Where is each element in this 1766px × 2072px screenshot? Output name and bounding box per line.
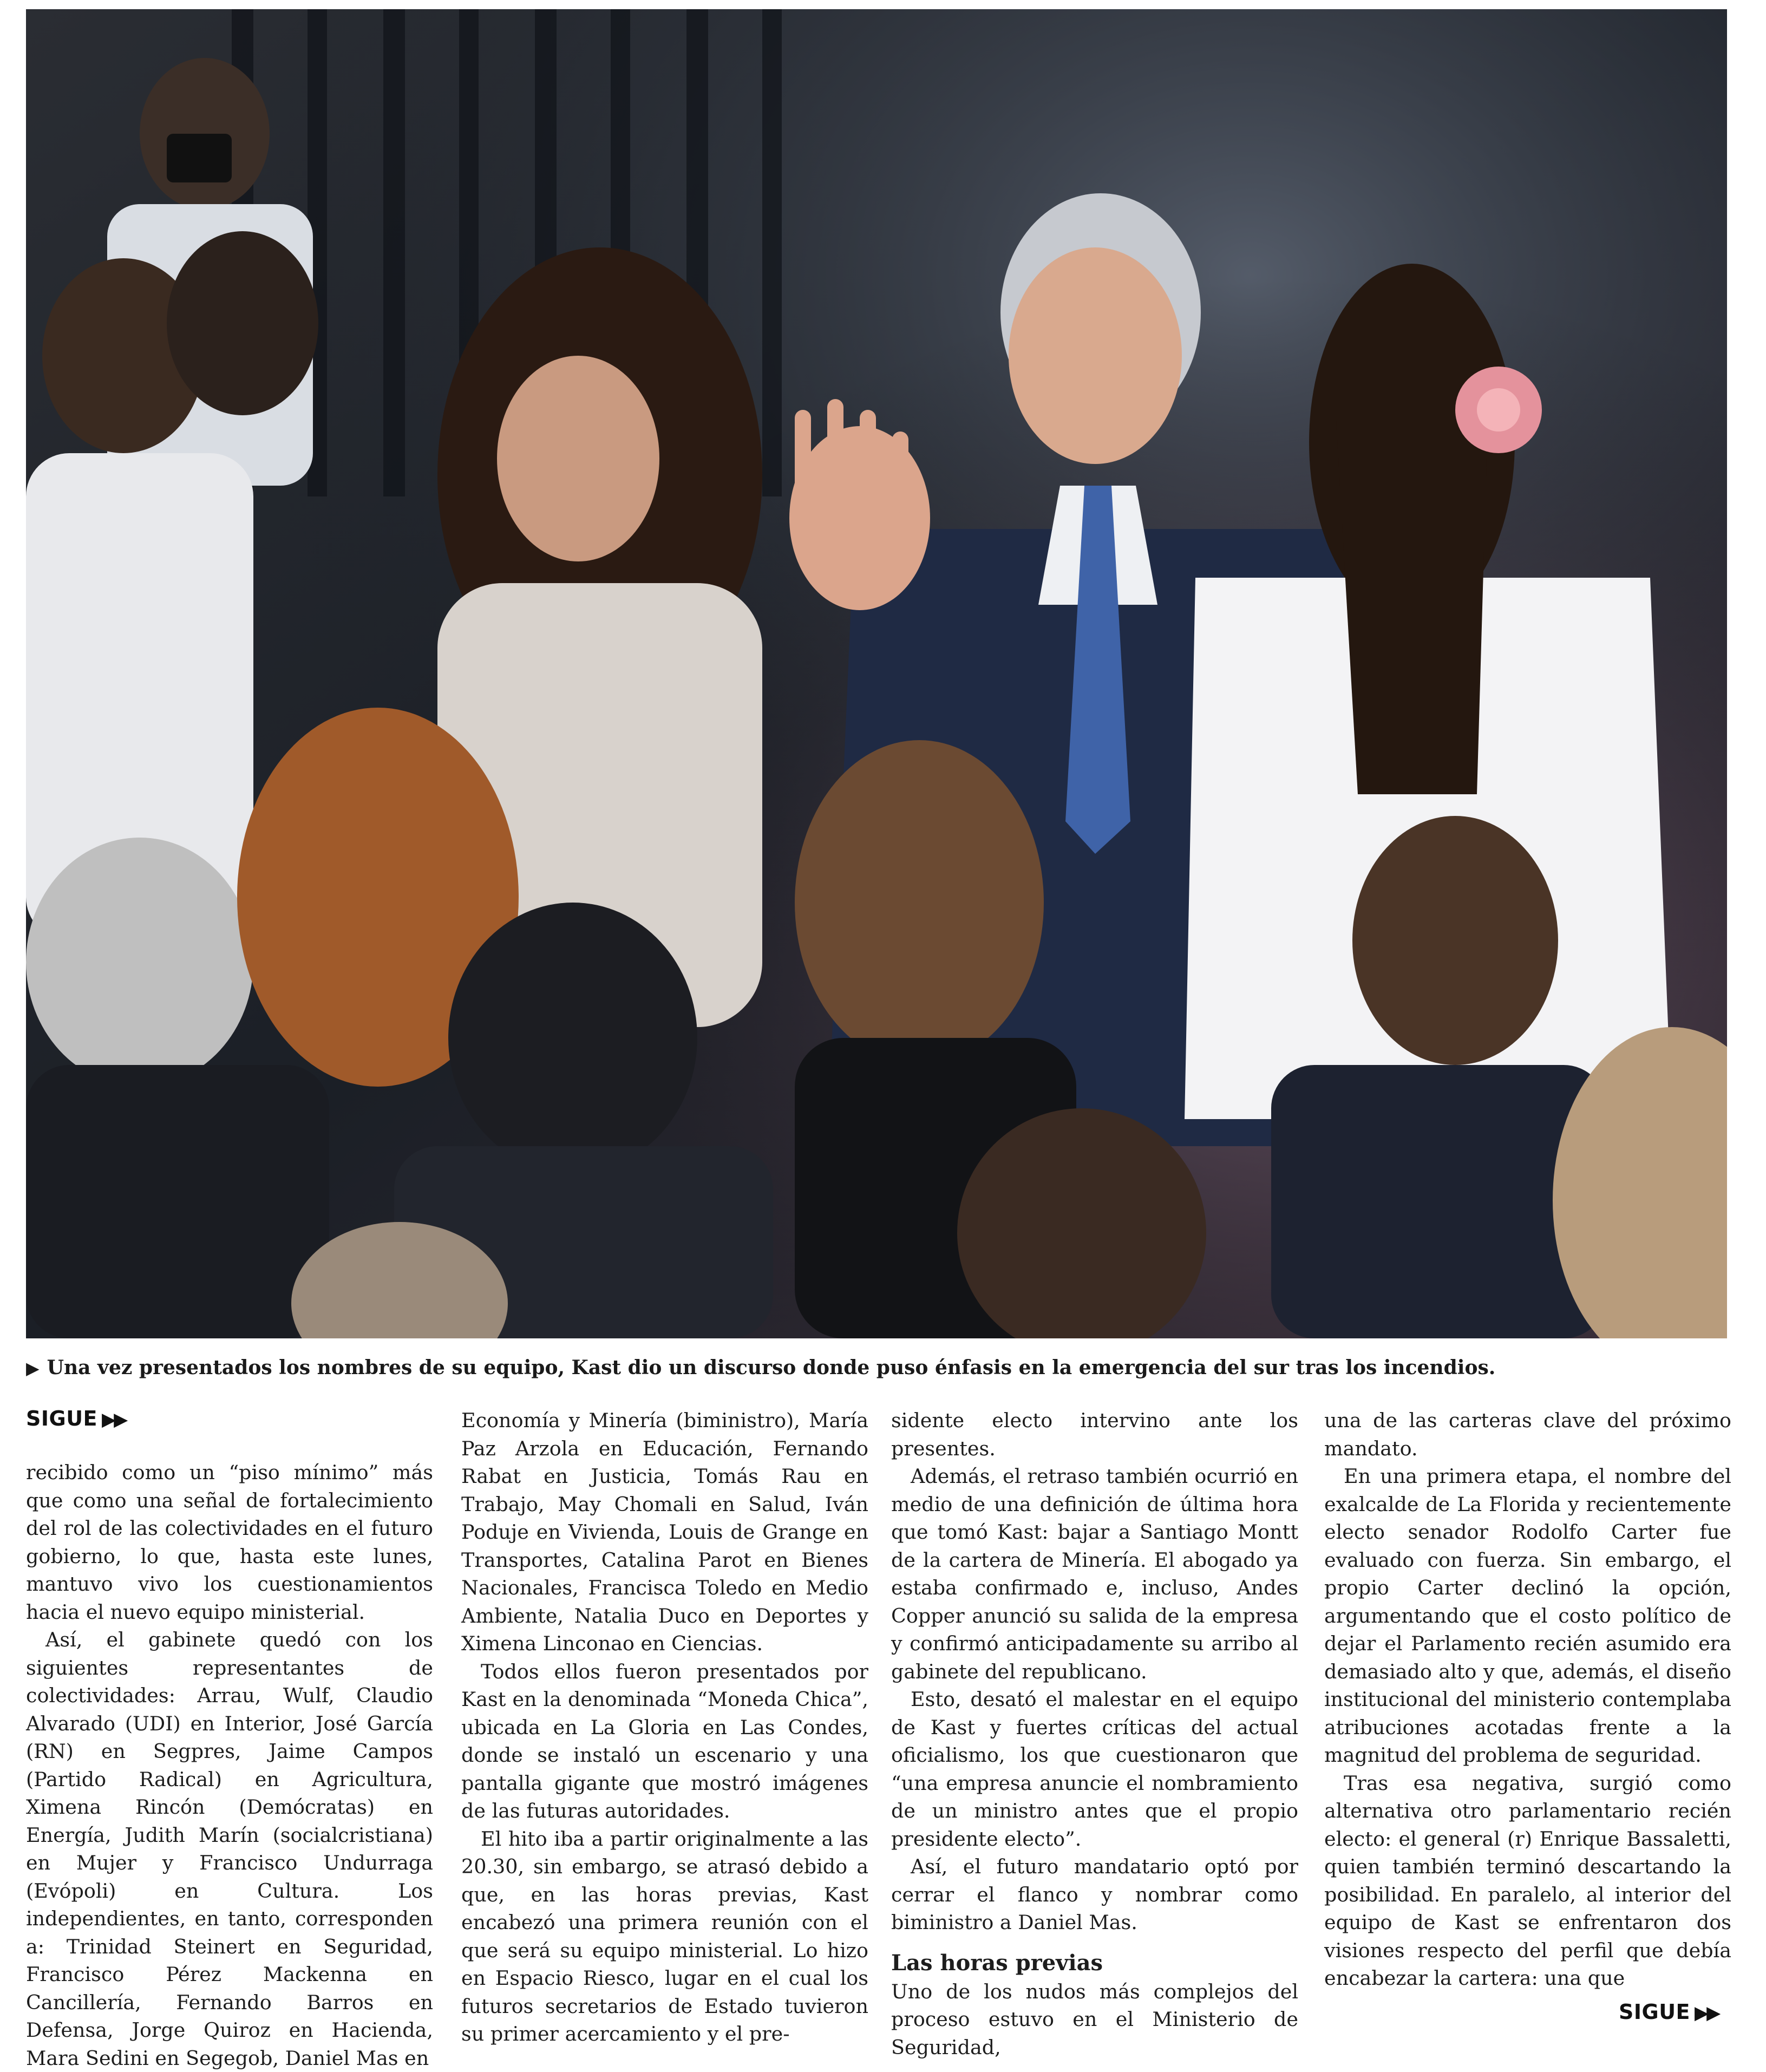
caption-arrow-icon: ▶	[26, 1358, 40, 1378]
article-column-3	[891, 1407, 1298, 2061]
double-arrow-icon: ▶▶	[1695, 2002, 1719, 2024]
paragraph: Además, el retraso también ocurrió en medio de una definición de última hora que tomó Kast: bajar a Santiago Montt de la cartera de Minería. El abogado ya estaba confirmado e, incluso, Andes Copper anunció su salida de la empresa y confirmó anticipadamente su arribo al gabinete del republicano.	[891, 1465, 1298, 1683]
photo-caption	[26, 1352, 1727, 1383]
event-photo	[26, 9, 1727, 1338]
paragraph: Economía y Minería (biministro), María Paz Arzola en Educación, Fernando Rabat en Justicia, Tomás Rau en Trabajo, May Chomali en Salud, Iván Poduje en Vivienda, Louis de Grange en Transportes, Catalina Parot en Bienes Nacionales, Francisca Toledo en Medio Ambiente, Natalia Duco en Deportes y Ximena Linconao en Ciencias.	[461, 1409, 868, 1655]
paragraph: En una primera etapa, el nombre del exalcalde de La Florida y recientemente electo senador Rodolfo Carter fue evaluado con fuerza. Sin embargo, el propio Carter declinó la opción, argumentando que el costo político de dejar el Parlamento recién asumido era demasiado alto y que, además, el diseño institucional del ministerio contemplaba atribuciones acotadas frente a la magnitud del problema de seguridad.	[1324, 1465, 1731, 1767]
sigue-top-text: SIGUE	[26, 1407, 98, 1430]
paragraph: Así, el futuro mandatario optó por cerrar el flanco y nombrar como biministro a Daniel Mas.	[891, 1855, 1298, 1934]
sigue-bottom-label	[1619, 2000, 1718, 2024]
paragraph: Uno de los nudos más complejos del proceso estuvo en el Ministerio de Seguridad,	[891, 1979, 1298, 2059]
paragraph: una de las carteras clave del próximo mandato.	[1324, 1409, 1731, 1460]
article-column-4	[1324, 1407, 1731, 1992]
event-photo-icon	[26, 9, 1727, 1338]
paragraph: Todos ellos fueron presentados por Kast en la denominada “Moneda Chica”, ubicada en La Gloria en Las Condes, donde se instaló un escenario y una pantalla gigante que mostró imágenes de las futuras autoridades.	[461, 1659, 868, 1822]
paragraph: recibido como un “piso mínimo” más que como una señal de fortalecimiento del rol de las colectividades en el futuro gobierno, lo que, hasta este lunes, mantuvo vivo los cuestionamientos hacia el nuevo equipo ministerial.	[26, 1461, 433, 1624]
caption-text: Una vez presentados los nombres de su equipo, Kast dio un discurso donde puso énfasis en la emergencia del sur tras los incendios.	[47, 1356, 1496, 1379]
section-heading: Las horas previas	[891, 1950, 1103, 1976]
paragraph: Así, el gabinete quedó con los siguientes representantes de colectividades: Arrau, Wulf, Claudio Alvarado (UDI) en Interior, José García (RN) en Segpres, Jaime Campos (Partido Radical) en Agricultura, Ximena Rincón (Demócratas) en Energía, Judith Marín (socialcristiana) en Mujer y Francisco Undurraga (Evópoli) en Cultura. Los independientes, en tanto, corresponden a: Trinidad Steinert en Seguridad, Francisco Pérez Mackenna en Cancillería, Fernando Barros en Defensa, Jorge Quiroz en Hacienda, Mara Sedini en Segegob, Daniel Mas en	[26, 1628, 433, 2070]
paragraph: Esto, desató el malestar en el equipo de Kast y fuertes críticas del actual oficialismo, los que cuestionaron que “una empresa anuncie el nombramiento de un ministro antes que el propio presidente electo”.	[891, 1688, 1298, 1851]
double-arrow-icon: ▶▶	[102, 1409, 126, 1430]
sigue-bottom-text: SIGUE	[1619, 2000, 1691, 2024]
article-column-2	[461, 1407, 868, 2048]
paragraph: El hito iba a partir originalmente a las 20.30, sin embargo, se atrasó debido a que, en las horas previas, Kast encabezó una primera reunión con el que será su equipo ministerial. Lo hizo en Espacio Riesco, lugar en el cual los futuros secretarios de Estado tuvieron su primer acercamiento y el pre-	[461, 1827, 868, 2045]
sigue-top-label	[26, 1407, 126, 1430]
paragraph: sidente electo intervino ante los presentes.	[891, 1409, 1298, 1460]
article-column-1	[26, 1459, 433, 2072]
paragraph: Tras esa negativa, surgió como alternativa otro parlamentario recién electo: el general (r) Enrique Bassaletti, quien también terminó descartando la posibilidad. En paralelo, al interior del equipo de Kast se enfrentaron dos visiones respecto del perfil que debía encabezar la cartera: una que	[1324, 1771, 1731, 1990]
